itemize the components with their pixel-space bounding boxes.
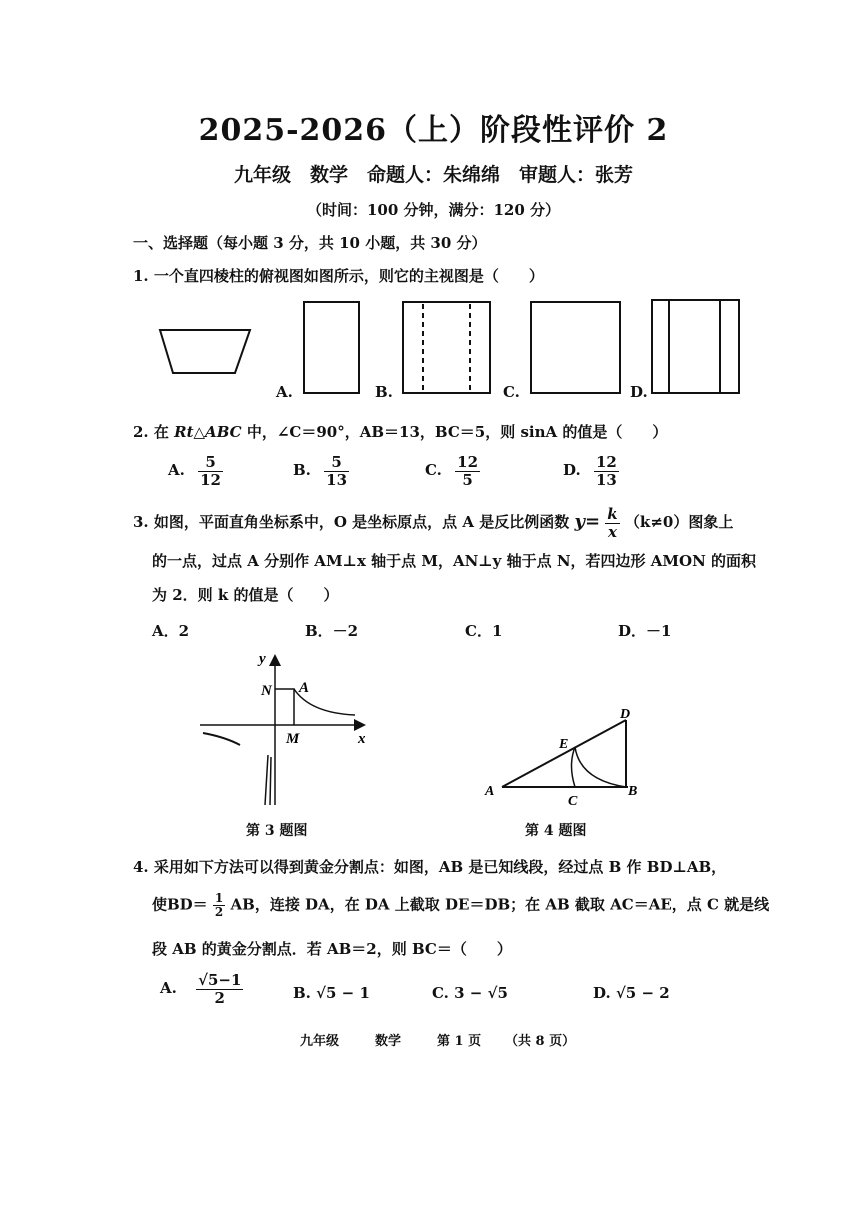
q4-option-d-label: D. [593,984,611,1002]
q1-top-view-figure [155,325,255,380]
q3-label-x: x [358,731,366,747]
q3-label-a: A [299,680,310,696]
q3-option-d: D．－1 [618,622,672,640]
q1-option-b-figure [401,300,493,396]
q2-triangle: Rt△ABC [174,423,242,441]
q2-option-d-label: D. [563,461,581,479]
q2-a-num: 5 [198,454,223,472]
q4-label-c: C [568,794,578,809]
question-1-text: 1. 一个直四棱柱的俯视图如图所示，则它的主视图是（ ） [133,267,544,285]
q3-func-num: k [607,505,618,523]
question-2-text [133,421,667,442]
q3-func-cond: （k≠0）图象上 [624,513,734,531]
q2-b-num: 5 [324,454,349,472]
q4-option-c-label: C. [432,984,449,1002]
q4-caption: 第 4 题图 [525,823,587,839]
q4-golden-section-figure [480,700,660,815]
q2-option-b [293,454,349,488]
footer-grade: 九年级 [300,1034,340,1049]
q2-d-num: 12 [595,453,617,471]
q1-option-a-figure [302,300,362,396]
q4-option-b-value: √5 − 1 [316,984,370,1002]
question-4-line-2 [152,892,769,919]
time-info: （时间：100 分钟，满分：120 分） [306,201,561,219]
q3-option-b: B．－2 [305,622,359,640]
q3-label-n: N [261,683,272,699]
q2-option-d [563,454,619,488]
q4-label-d: D [620,707,631,722]
q2-b-den: 13 [326,470,348,489]
q4-option-d [593,984,670,1002]
q1-option-a-label: A. [276,383,293,401]
q2-a-den: 12 [200,470,221,489]
q4-option-a-label: A. [160,979,177,997]
q4-option-b [293,984,370,1002]
q3-func-den: x [608,522,617,541]
q4-option-b-label: B. [293,984,311,1002]
q2-option-c-label: C. [425,461,442,479]
q2-c-den: 5 [462,470,473,489]
q4-label-b: B [628,784,638,799]
q4-a-den: 2 [214,988,225,1007]
q1-option-d-figure [650,298,742,396]
q3-coordinate-figure [195,645,375,815]
footer-subject: 数学 [375,1034,402,1049]
question-3-line-1 [133,506,733,540]
q4-line2-end: AB，连接 DA，在 DA 上截取 DE＝DB；在 AB 截取 AC＝AE，点 C 就是线 [230,895,770,914]
question-4-line-3: 段 AB 的黄金分割点．若 AB＝2，则 BC＝（ ） [152,940,512,958]
q4-line2-start: 使BD＝ [152,895,208,914]
exam-subtitle: 九年级 数学 命题人：朱绵绵 审题人：张芳 [233,164,633,186]
q4-a-num: √5−1 [198,971,242,989]
q1-option-b-label: B. [375,383,393,401]
q2-option-b-label: B. [293,461,311,479]
q4-option-c-value: 3 − √5 [454,984,508,1002]
footer-total: （共 8 页） [505,1034,576,1049]
q2-body: 中，∠C＝90°，AB＝13，BC＝5，则 sinA 的值是（ ） [246,423,668,441]
q1-option-d-label: D. [630,383,648,401]
q2-option-c [425,454,480,488]
q2-num: 2. 在 [133,423,169,441]
q2-option-a-label: A. [168,461,185,479]
q4-label-a: A [485,784,495,799]
q2-option-a [168,454,223,488]
q4-label-e: E [559,737,569,752]
q4-half-num: 1 [214,891,224,905]
question-4-line-1: 4. 采用如下方法可以得到黄金分割点：如图，AB 是已知线段，经过点 B 作 BD⊥AB， [133,858,727,876]
q3-func-y: y= [574,511,601,532]
q2-c-num: 12 [457,453,479,471]
question-3-line-2: 的一点，过点 A 分别作 AM⊥x 轴于点 M，AN⊥y 轴于点 N，若四边形 AMON 的面积 [152,552,757,570]
footer-page: 第 1 页 [437,1034,482,1049]
section-heading: 一、选择题（每小题 3 分，共 10 小题，共 30 分） [133,234,487,252]
q4-option-d-value: √5 − 2 [615,984,670,1002]
q3-label-y: y [259,651,266,667]
q1-option-c-figure [529,300,623,396]
q1-option-c-label: C. [503,383,520,401]
q2-d-den: 13 [595,470,617,489]
q3-line1-text: 3. 如图，平面直角坐标系中，O 是坐标原点，点 A 是反比例函数 [133,513,570,531]
q3-label-m: M [286,731,300,747]
q4-option-c [432,984,508,1002]
q3-option-a: A．2 [152,622,190,640]
q4-option-a [160,972,243,1006]
q3-caption: 第 3 题图 [246,823,308,839]
question-3-line-3: 为 2．则 k 的值是（ ） [152,586,339,604]
q4-half-den: 2 [214,905,224,920]
q3-option-c: C．1 [465,622,503,640]
page-title: 2025-2026（上）阶段性评价 2 [198,113,669,148]
